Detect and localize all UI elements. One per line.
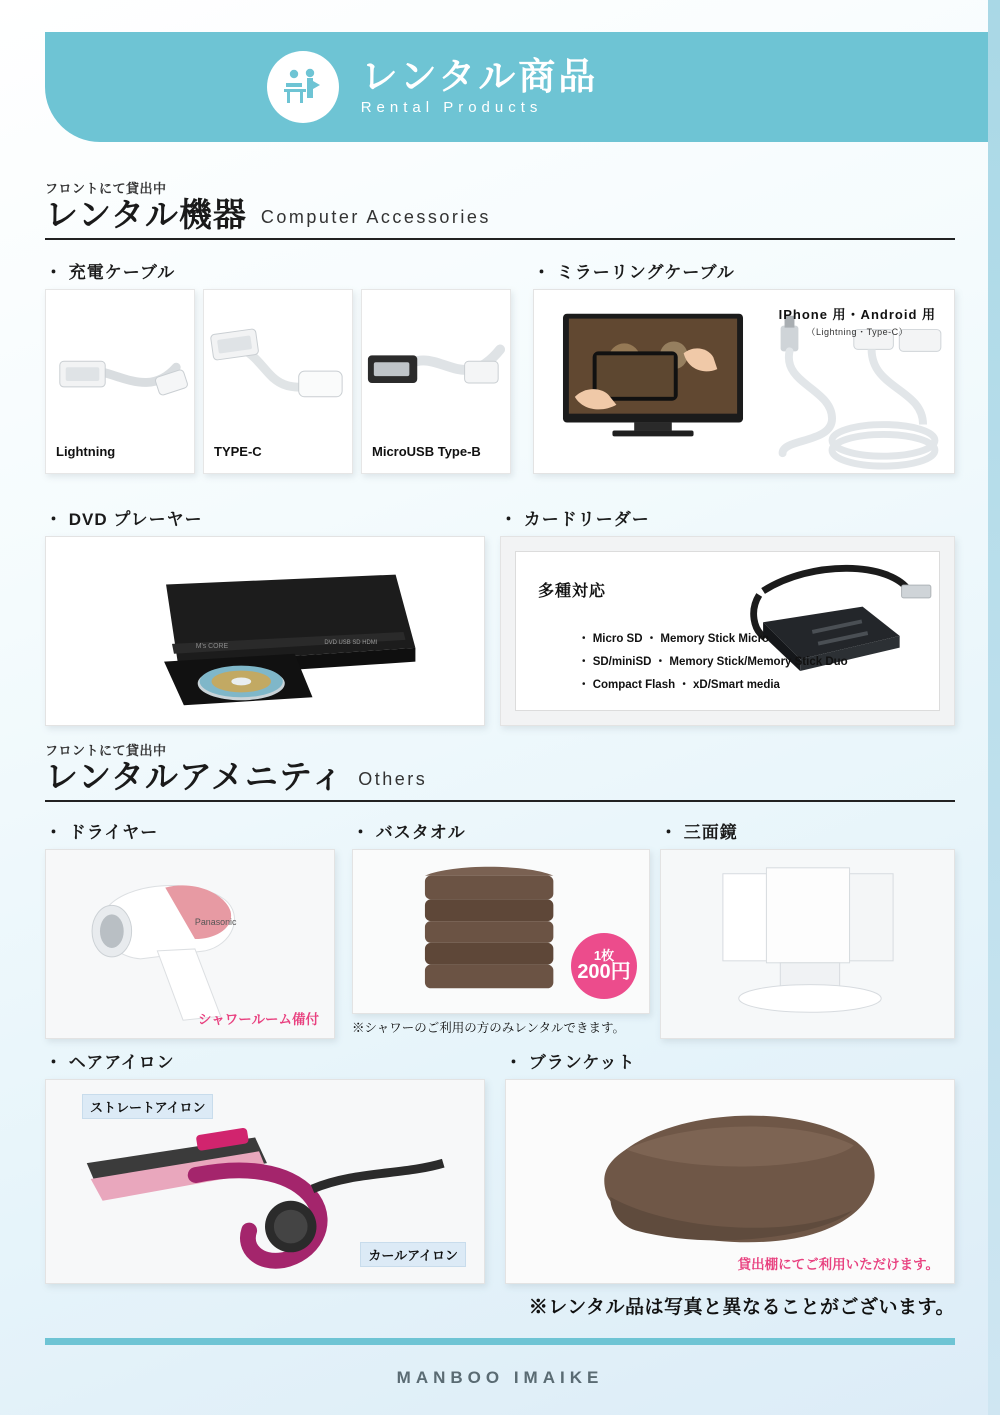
page-header xyxy=(45,32,1000,142)
item-dvd-player-label: ・ DVD プレーヤー xyxy=(45,510,203,529)
page-footnote: ※レンタル品は写真と異なることがございます。 xyxy=(528,1297,955,1318)
section2-title-jp: レンタルアメニティ xyxy=(45,758,345,795)
card-reader-list xyxy=(538,630,848,699)
dryer-card xyxy=(45,849,335,1039)
svg-text:Panasonic: Panasonic xyxy=(194,917,237,928)
blanket-card xyxy=(505,1079,955,1284)
cable-card-lightning xyxy=(45,289,195,474)
item-hair-iron-label: ・ ヘアアイロン xyxy=(45,1053,175,1072)
cable-caption-typec: TYPE-C xyxy=(214,444,262,459)
hair-iron-card xyxy=(45,1079,485,1284)
cable-card-microusb xyxy=(361,289,511,474)
three-way-mirror-card xyxy=(660,849,955,1039)
footer-brand: MANBOO IMAIKE xyxy=(396,1368,604,1387)
item-blanket-label: ・ ブランケット xyxy=(505,1053,636,1072)
section1-title-jp: レンタル機器 xyxy=(45,196,247,233)
item-mirroring-cable-label: ・ ミラーリングケーブル xyxy=(533,263,735,282)
side-accent-bar xyxy=(988,0,1000,1415)
item-blanket xyxy=(505,1048,955,1284)
towel-price-badge xyxy=(571,933,637,999)
dvd-player-card xyxy=(45,536,485,726)
card-reader-card xyxy=(500,536,955,726)
mirroring-card xyxy=(533,289,955,474)
cable-caption-microusb: MicroUSB Type-B xyxy=(372,444,481,459)
card-reader-title: 多種対応 xyxy=(538,583,607,600)
svg-text:M's CORE: M's CORE xyxy=(195,642,229,650)
section-others xyxy=(45,740,955,802)
section2-title-en: Others xyxy=(358,769,428,789)
header-title-en: Rental Products xyxy=(360,99,543,117)
item-hair-iron xyxy=(45,1048,485,1284)
mirroring-note-sub: （Lightning・Type-C） xyxy=(806,327,909,337)
card-reader-list-item: ・ SD/miniSD ・ Memory Stick/Memory Stick Duo xyxy=(578,656,848,668)
hair-iron-tag-straight: ストレートアイロン xyxy=(82,1094,213,1119)
item-card-reader xyxy=(500,505,955,726)
item-three-way-mirror-label: ・ 三面鏡 xyxy=(660,823,738,842)
mirroring-note-main: IPhone 用・Android 用 xyxy=(778,307,936,322)
item-dryer xyxy=(45,818,335,1039)
mirroring-note xyxy=(779,304,936,338)
hair-iron-tag-curl: カールアイロン xyxy=(360,1242,466,1267)
cable-card-typec xyxy=(203,289,353,474)
item-mirroring-cable xyxy=(533,258,955,474)
section1-rule xyxy=(45,238,955,240)
item-bath-towel-label: ・ バスタオル xyxy=(352,823,466,842)
section1-kicker: フロントにて貸出中 xyxy=(45,181,167,196)
towel-price-value: 200円 xyxy=(577,961,631,984)
card-reader-inner-panel xyxy=(515,551,940,711)
section2-rule xyxy=(45,800,955,802)
item-charging-cable xyxy=(45,258,511,474)
section1-title-en: Computer Accessories xyxy=(260,207,491,227)
svg-text:DVD USB SD HDMI: DVD USB SD HDMI xyxy=(324,639,378,646)
item-charging-cable-label: ・ 充電ケーブル xyxy=(45,263,176,282)
bath-towel-card xyxy=(352,849,650,1014)
item-bath-towel xyxy=(352,818,650,1036)
card-reader-list-item: ・ Compact Flash ・ xD/Smart media xyxy=(578,679,780,691)
item-card-reader-label: ・ カードリーダー xyxy=(500,510,650,529)
towel-price-unit: 1枚 xyxy=(593,947,615,963)
item-three-way-mirror xyxy=(660,818,955,1039)
cable-caption-lightning: Lightning xyxy=(56,444,116,459)
card-reader-list-item: ・ Micro SD ・ Memory Stick Micro xyxy=(578,633,770,645)
footer-divider xyxy=(45,1338,955,1345)
blanket-caption: 貸出棚にてご利用いただけます。 xyxy=(737,1257,939,1272)
towel-note: ※シャワーのご利用の方のみレンタルできます。 xyxy=(352,1021,625,1035)
rental-counter-icon xyxy=(267,51,339,123)
header-title-jp: レンタル商品 xyxy=(360,55,599,97)
section2-kicker: フロントにて貸出中 xyxy=(45,743,167,758)
item-dvd-player xyxy=(45,505,485,726)
item-dryer-label: ・ ドライヤー xyxy=(45,823,159,842)
section-computer-accessories xyxy=(45,178,955,240)
dryer-caption: シャワールーム備付 xyxy=(198,1012,319,1027)
